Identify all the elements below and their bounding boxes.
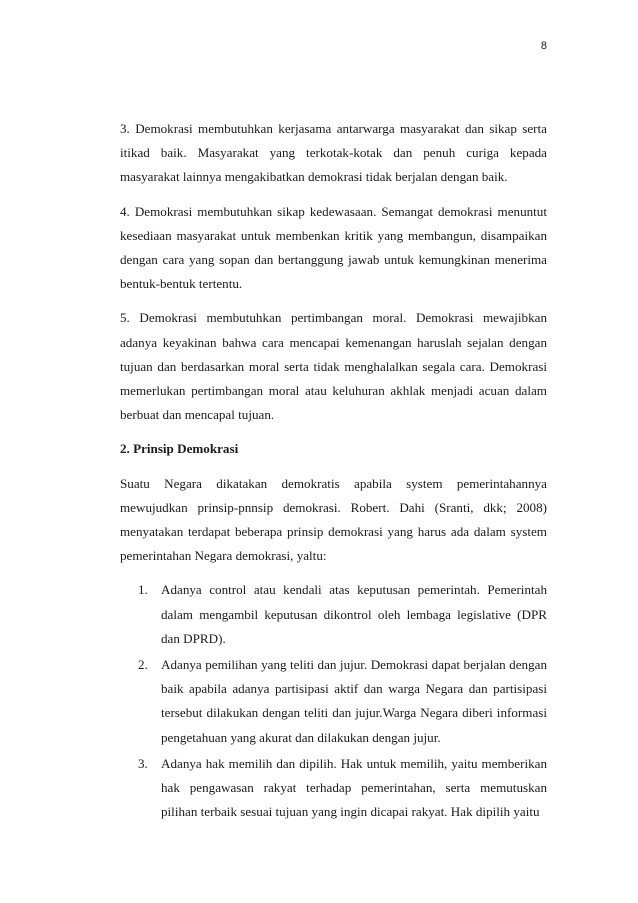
list-item [138, 653, 547, 750]
paragraph-point-5: 5. Demokrasi membutuhkan pertimbangan moral. Demokrasi mewajibkan adanya keyakinan bahwa cara mencapai kemenangan haruslah sejalan dengan tujuan dan berdasarkan moral serta tidak menghalalkan segala cara. Demokrasi memerlukan pertimbangan moral atau keluhuran akhlak menjadi acuan dalam berbuat dan mencapal tujuan. [120, 310, 547, 423]
list-item-text: Adanya hak memilih dan dipilih. Hak untuk memilih, yaitu memberikan hak pengawasan rakyat terhadap pemerintahan, serta memutuskan pilihan terbaik sesuai tujuan yang ingin dicapai rakyat. Hak dipilih yaitu [161, 755, 547, 820]
paragraph-point-4: 4. Demokrasi membutuhkan sikap kedewasaan. Semangat demokrasi menuntut kesediaan masyarakat untuk membenkan kritik yang membangun, disampaikan dengan cara yang sopan dan bertanggung jawab untuk kemungkinan menerima bentuk-bentuk tertentu. [120, 203, 547, 292]
section-heading: 2. Prinsip Demokrasi [120, 441, 239, 457]
list-item-text: Adanya control atau kendali atas keputusan pemerintah. Pemerintah dalam mengambil keputusan dikontrol oleh lembaga legislative (DPR dan DPRD). [161, 582, 547, 646]
list-item-number: 2. [138, 657, 148, 673]
page-content [120, 117, 547, 826]
list-item-text: Adanya pemilihan yang teliti dan jujur. Demokrasi dapat berjalan dengan baik apabila adanya partisipasi aktif dan warga Negara dan partisipasi tersebut dilakukan dengan teliti dan jujur.Warga Negara diberi informasi pengetahuan yang akurat dan dilakukan dengan jujur. [161, 657, 547, 745]
list-item [138, 752, 547, 825]
list-item-number: 1. [138, 582, 148, 598]
list-item-number: 3. [138, 755, 148, 771]
list-item [138, 578, 547, 651]
section-intro: Suatu Negara dikatakan demokratis apabila system pemerintahannya mewujudkan prinsip-pnnsip demokrasi. Robert. Dahi (Sranti, dkk; 2008) menyatakan terdapat beberapa prinsip demokrasi yang harus ada dalam system pemerintahan Negara demokrasi, yaltu: [120, 475, 547, 564]
principles-list [120, 578, 547, 824]
paragraph-point-3: 3. Demokrasi membutuhkan kerjasama antarwarga masyarakat dan sikap serta itikad baik. Masyarakat yang terkotak-kotak dan penuh curiga kepada masyarakat lainnya mengakibatkan demokrasi tidak berjalan dengan baik. [120, 121, 547, 185]
page-number: 8 [540, 40, 547, 52]
